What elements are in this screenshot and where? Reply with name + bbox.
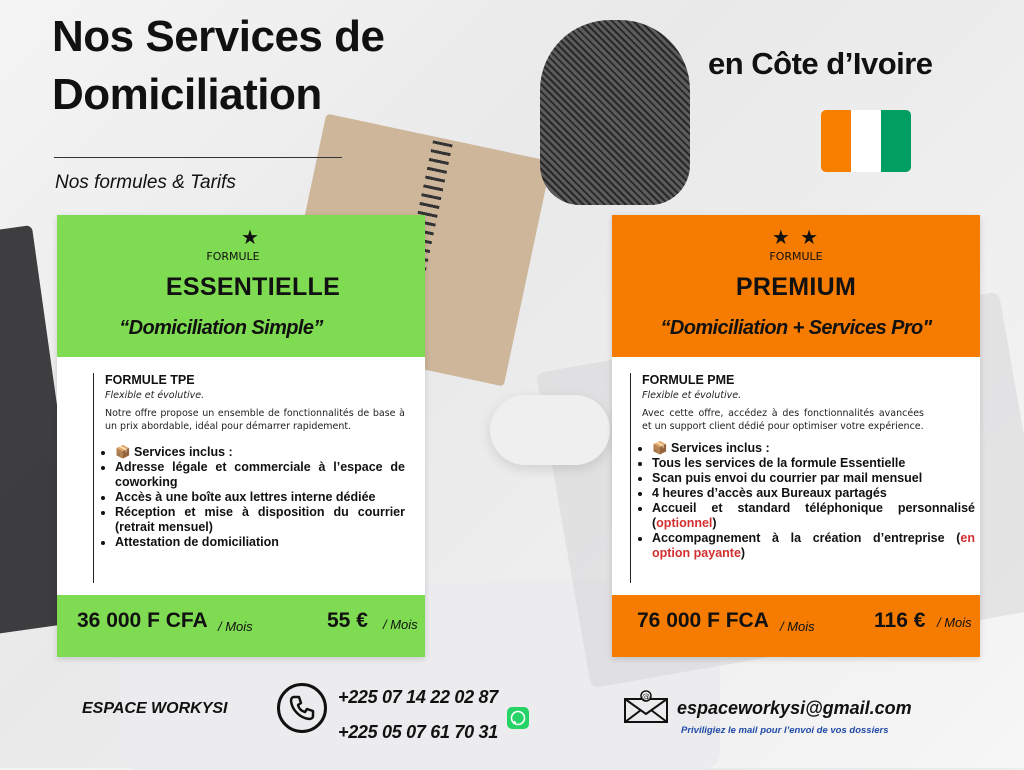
brand-name: ESPACE WORKYSI (82, 700, 228, 717)
list-item (652, 531, 975, 561)
plan-tagline: “Domiciliation Simple” (119, 317, 323, 339)
price-eur-period: / Mois (937, 615, 972, 630)
whatsapp-glyph-icon (507, 707, 529, 729)
tier-title: FORMULE TPE (105, 373, 195, 387)
title-line-2: Domiciliation (52, 70, 322, 119)
price-eur: 55 € (327, 609, 368, 632)
plan-name: ESSENTIELLE (165, 273, 341, 301)
list-item: • Réception et mise à disposition du courrier (retrait mensuel) (115, 505, 405, 535)
feature-text: Accompagnement à la création d’entreprise ( (652, 531, 961, 545)
feature-list (630, 441, 975, 561)
envelope-icon (623, 690, 669, 724)
plan-price-bar (57, 595, 425, 657)
tier-title: FORMULE PME (642, 373, 735, 387)
plan-card-header (612, 215, 980, 357)
whatsapp-icon (507, 707, 529, 729)
list-item: • Tous les services de la formule Essentielle (652, 456, 975, 471)
star-rating-icon: ★ ★ (771, 225, 821, 249)
price-eur-period: / Mois (383, 617, 418, 632)
title-divider (54, 157, 342, 158)
ivory-coast-flag-icon (821, 110, 911, 172)
email-note: Priviligiez le mail pour l’envoi de vos dossiers (681, 725, 889, 736)
svg-text:@: @ (642, 692, 650, 701)
list-item: • 📦 Services inclus : (115, 445, 405, 460)
list-item: • Adresse légale et commerciale à l’espace de coworking (115, 460, 405, 490)
plan-price-bar (612, 595, 980, 657)
formule-label: FORMULE (769, 250, 823, 263)
feature-list (93, 445, 405, 550)
list-item (652, 501, 975, 531)
list-item: • 4 heures d’accès aux Bureaux partagés (652, 486, 975, 501)
flag-stripe-white (851, 110, 881, 172)
plan-name: PREMIUM (735, 273, 857, 301)
price-local-period: / Mois (218, 619, 253, 634)
list-item: • Scan puis envoi du courrier par mail mensuel (652, 471, 975, 486)
option-badge: optionnel (656, 516, 713, 530)
phone-handset-icon (280, 686, 324, 730)
page-subtitle: Nos formules & Tarifs (55, 172, 236, 193)
list-item: • Accès à une boîte aux lettres interne dédiée (115, 490, 405, 505)
plan-card-body (93, 373, 405, 550)
feature-text: ) (740, 546, 746, 560)
price-local: 76 000 F FCA (637, 609, 769, 632)
phone-icon (277, 683, 327, 733)
formule-label: FORMULE (206, 250, 260, 263)
plan-card-body (630, 373, 975, 561)
plan-tagline: “Domiciliation + Services Pro" (660, 317, 932, 339)
mail-icon (623, 690, 669, 724)
background-pencil-cup (540, 20, 690, 205)
option-badge: en option payante (652, 531, 975, 560)
email-address[interactable]: espaceworkysi@gmail.com (677, 698, 912, 718)
feature-text: ) (712, 516, 717, 530)
plan-card-premium (612, 215, 980, 657)
background-mouse (490, 395, 610, 465)
phone-number-1[interactable]: +225 07 14 22 02 87 (338, 687, 498, 707)
tier-description: Avec cette offre, accédez à des fonctionnalités avancées et un support client dédié pour optimiser votre expérience. (642, 408, 924, 432)
country-heading: en Côte d’Ivoire (708, 46, 933, 81)
price-local: 36 000 F CFA (77, 609, 208, 632)
star-rating-icon: ★ (241, 225, 261, 249)
page-title (52, 8, 384, 124)
tier-description: Notre offre propose un ensemble de fonctionnalités de base à un prix abordable, idéal pour démarrer rapidement. (105, 408, 405, 432)
flag-stripe-green (881, 110, 911, 172)
plan-card-header (57, 215, 425, 357)
title-line-1: Nos Services de (52, 12, 385, 61)
phone-number-2[interactable]: +225 05 07 61 70 31 (338, 722, 498, 742)
list-item: • 📦 Services inclus : (652, 441, 975, 456)
tier-subtitle: Flexible et évolutive. (642, 390, 742, 401)
plan-card-essentielle (57, 215, 425, 657)
tier-subtitle: Flexible et évolutive. (105, 390, 205, 401)
feature-text: Accueil et standard téléphonique personnalisé ( (652, 501, 975, 530)
flag-stripe-orange (821, 110, 851, 172)
list-item: • Attestation de domiciliation (115, 535, 405, 550)
price-local-period: / Mois (780, 619, 815, 634)
price-eur: 116 € (874, 609, 926, 632)
